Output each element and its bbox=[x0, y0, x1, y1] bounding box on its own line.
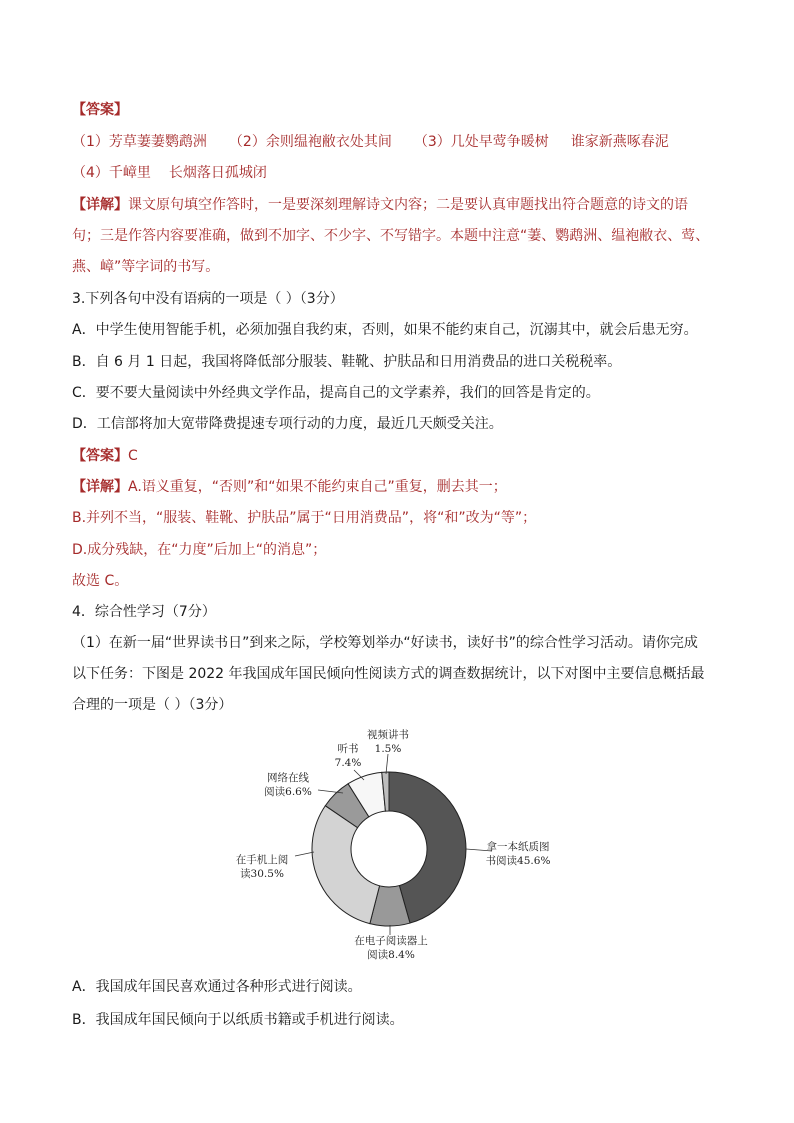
answer-item-6: 长烟落日孤城闭 bbox=[168, 165, 267, 181]
answer-value: C bbox=[128, 448, 138, 464]
detail-line-1: 课文原句填空作答时，一是要深刻理解诗文内容；二是要认真审题找出符合题意的诗文的语 bbox=[128, 197, 688, 213]
answer-item-2: （2）余则缊袍敝衣处其间 bbox=[228, 134, 392, 150]
question-4-stem: 4．综合性学习（7分） bbox=[72, 604, 216, 620]
detail-tag: 【详解】 bbox=[72, 479, 128, 495]
answer-item-1: （1）芳草萋萋鹦鹉洲 bbox=[72, 134, 207, 150]
data-label-video-book: 1.5% bbox=[374, 743, 402, 755]
answer-item-4: 谁家新燕啄春泥 bbox=[570, 134, 669, 150]
data-label-online: 网络在线 bbox=[267, 772, 309, 784]
question-3-detail-3: D.成分残缺，在“力度”后加上“的消息”； bbox=[72, 542, 327, 558]
question-3-detail-2: B.并列不当，“服装、鞋靴、护肤品”属于“日用消费品”，将“和”改为“等”； bbox=[72, 510, 537, 526]
question-4-text-3: 合理的一项是（ ）（3分） bbox=[72, 697, 233, 713]
detail-text: A.语义重复，“否则”和“如果不能约束自己”重复，删去其一； bbox=[128, 479, 507, 495]
data-label-audiobook: 7.4% bbox=[334, 757, 362, 769]
question-4-option-a: A．我国成年国民喜欢通过各种形式进行阅读。 bbox=[72, 979, 362, 995]
data-label-mobile-phone: 读30.5% bbox=[240, 868, 284, 880]
detail-tag: 【详解】 bbox=[72, 197, 128, 213]
data-label-audiobook: 听书 bbox=[337, 743, 359, 755]
leader-line-mobile-phone bbox=[295, 852, 314, 856]
question-3-option-d: D．工信部将加大宽带降费提速专项行动的力度，最近几天颇受关注。 bbox=[72, 416, 503, 432]
question-3-option-b: B．自 6 月 1 日起，我国将降低部分服装、鞋靴、护肤品和日用消费品的进口关税税率。 bbox=[72, 354, 622, 370]
answer-tag: 【答案】 bbox=[72, 448, 128, 464]
detail-line-2: 句；三是作答内容要准确，做到不加字、不少字、不写错字。本题中注意“萋、鹦鹉洲、缊袍敝衣、莺、 bbox=[72, 228, 710, 244]
question-3-conclusion: 故选 C。 bbox=[72, 573, 129, 589]
leader-line-video-book bbox=[386, 754, 388, 774]
data-label-e-reader: 在电子阅读器上 bbox=[354, 935, 428, 947]
question-4-option-b: B．我国成年国民倾向于以纸质书籍或手机进行阅读。 bbox=[72, 1012, 404, 1028]
data-label-e-reader: 阅读8.4% bbox=[367, 949, 415, 961]
answer-item-3: （3）几处早莺争暖树 bbox=[413, 134, 549, 150]
data-label-video-book: 视频讲书 bbox=[367, 729, 409, 741]
data-label-paper-book: 拿一本纸质图 bbox=[486, 841, 550, 853]
data-label-online: 阅读6.6% bbox=[264, 786, 312, 798]
question-3-stem: 3.下列各句中没有语病的一项是（ ）（3分） bbox=[72, 291, 344, 307]
data-label-mobile-phone: 在手机上阅 bbox=[235, 854, 289, 866]
answer-item-5: （4）千嶂里 bbox=[72, 165, 151, 181]
data-label-paper-book: 书阅读45.6% bbox=[485, 855, 551, 867]
question-4-text-2: 以下任务：下图是 2022 年我国成年国民倾向性阅读方式的调查数据统计，以下对图中主要信息概括最 bbox=[72, 666, 705, 682]
question-3-option-a: A．中学生使用智能手机，必须加强自我约束，否则，如果不能约束自己，沉溺其中，就会后患无穷。 bbox=[72, 322, 698, 338]
question-3-option-c: C．要不要大量阅读中外经典文学作品，提高自己的文学素养，我们的回答是肯定的。 bbox=[72, 385, 600, 401]
slice-mobile-phone bbox=[312, 806, 380, 924]
answer-tag: 【答案】 bbox=[72, 102, 128, 118]
question-4-text-1: （1）在新一届“世界读书日”到来之际，学校筹划举办“好读书，读好书”的综合性学习活动。请你完成 bbox=[72, 635, 698, 651]
detail-line-3: 燕、嶂”等字词的书写。 bbox=[72, 259, 220, 275]
